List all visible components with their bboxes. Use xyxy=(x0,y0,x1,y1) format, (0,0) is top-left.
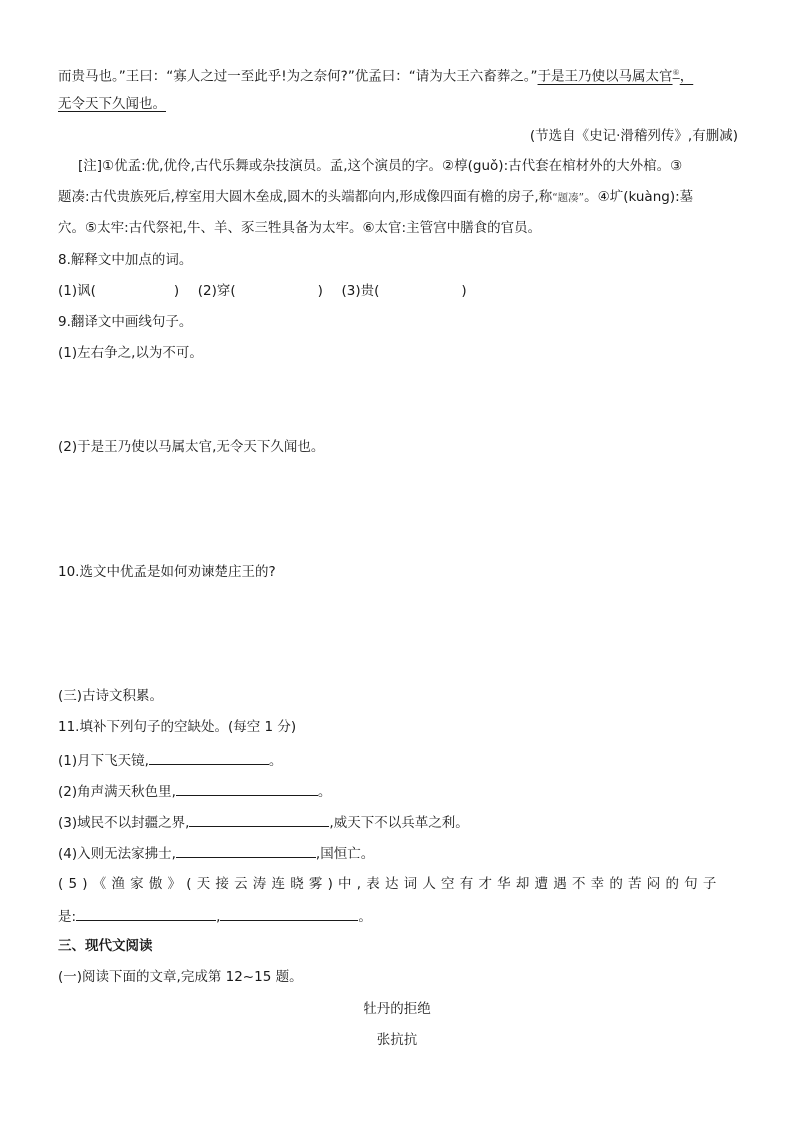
question-10-title: 10.选文中优孟是如何劝谏楚庄王的? xyxy=(58,564,276,580)
fill-blank-5-line-1: (5)《渔家傲》(天接云涛连晓雾)中,表达词人空有才华却遭遇不幸的苦闷的句子 xyxy=(58,876,722,892)
question-9-title: 9.翻译文中画线句子。 xyxy=(58,314,193,330)
fill-1-text: (1)月下飞天镜, xyxy=(58,753,149,769)
fill-2-end: 。 xyxy=(317,784,332,800)
notes-line-1: [注]①优孟:优,优伶,古代乐舞或杂技演员。孟,这个演员的字。②椁(guǒ):古代套在棺材外的大外棺。③ xyxy=(78,158,683,174)
q8-item-3-open: (3)贵( xyxy=(341,283,380,299)
q8-item-1-close: ) xyxy=(173,283,180,299)
question-8-title: 8.解释文中加点的词。 xyxy=(58,252,193,268)
q8-item-3-close: ) xyxy=(461,283,467,299)
fill-blank-2 xyxy=(58,781,738,801)
question-9-sub-1: (1)左右争之,以为不可。 xyxy=(58,345,203,361)
passage-line-2 xyxy=(58,95,738,113)
part-3-subheading: (一)阅读下面的文章,完成第 12~15 题。 xyxy=(58,969,303,985)
fill-1-blank[interactable] xyxy=(149,750,269,765)
notes-text: 题凑:古代贵族死后,椁室用大圆木垒成,圆木的头端都向内,形成像四面有檐的房子,称 xyxy=(58,189,553,205)
fill-blank-1 xyxy=(58,750,738,770)
notes-text-end: 。④圹(kuàng):墓 xyxy=(584,189,694,205)
fill-blank-5-line-2 xyxy=(58,906,738,926)
fill-5-end: 。 xyxy=(358,909,372,925)
fill-4-text: (4)入则无法家拂士, xyxy=(58,846,176,862)
fill-5-blank-b[interactable] xyxy=(220,906,358,921)
passage-source: (节选自《史记·滑稽列传》,有删减) xyxy=(529,128,738,144)
underlined-comma: ， xyxy=(679,68,694,85)
notes-quote: “题凑” xyxy=(552,192,585,204)
fill-2-text: (2)角声满天秋色里, xyxy=(58,784,176,800)
fill-2-blank[interactable] xyxy=(176,781,318,796)
fill-3-text: (3)域民不以封疆之界, xyxy=(58,815,190,831)
fill-3-end: ,威天下不以兵革之利。 xyxy=(329,815,469,831)
passage-line-1 xyxy=(58,64,738,86)
passage-text: 而贵马也。”王曰：“寡人之过一至此乎!为之奈何?”优孟曰：“请为大王六畜葬之。” xyxy=(58,68,538,85)
fill-5-text: 是: xyxy=(58,909,77,925)
fill-5-mid: , xyxy=(216,909,221,925)
notes-line-3: 穴。⑤太牢:古代祭祀,牛、羊、豕三牲具备为太牢。⑥太官:主管宫中膳食的官员。 xyxy=(58,220,542,236)
fill-4-end: ,国恒亡。 xyxy=(315,846,375,862)
q8-item-1-open: (1)讽( xyxy=(58,283,96,299)
fill-blank-3 xyxy=(58,812,738,832)
fill-1-end: 。 xyxy=(268,753,283,769)
q8-item-2-open: (2)穿( xyxy=(197,283,236,299)
section-3-title: (三)古诗文积累。 xyxy=(58,688,164,704)
fill-3-blank[interactable] xyxy=(189,812,329,827)
notes-line-2 xyxy=(58,188,738,207)
question-8-items xyxy=(58,282,738,300)
fill-5-blank-a[interactable] xyxy=(76,906,216,921)
part-3-heading: 三、现代文阅读 xyxy=(58,938,153,954)
article-author: 张抗抗 xyxy=(376,1032,418,1048)
underlined-sentence: 于是王乃使以马属太官 xyxy=(537,68,673,85)
footnote-mark: ⑥ xyxy=(672,68,680,77)
question-11-title: 11.填补下列句子的空缺处。(每空 1 分) xyxy=(58,719,297,735)
question-9-sub-2: (2)于是王乃使以马属太官,无令天下久闻也。 xyxy=(58,439,325,455)
fill-blank-4 xyxy=(58,843,738,863)
underlined-sentence-end: 无令天下久闻也。 xyxy=(58,96,166,112)
fill-4-blank[interactable] xyxy=(176,843,316,858)
q8-item-2-close: ) xyxy=(317,283,323,299)
article-title: 牡丹的拒绝 xyxy=(363,1001,431,1017)
